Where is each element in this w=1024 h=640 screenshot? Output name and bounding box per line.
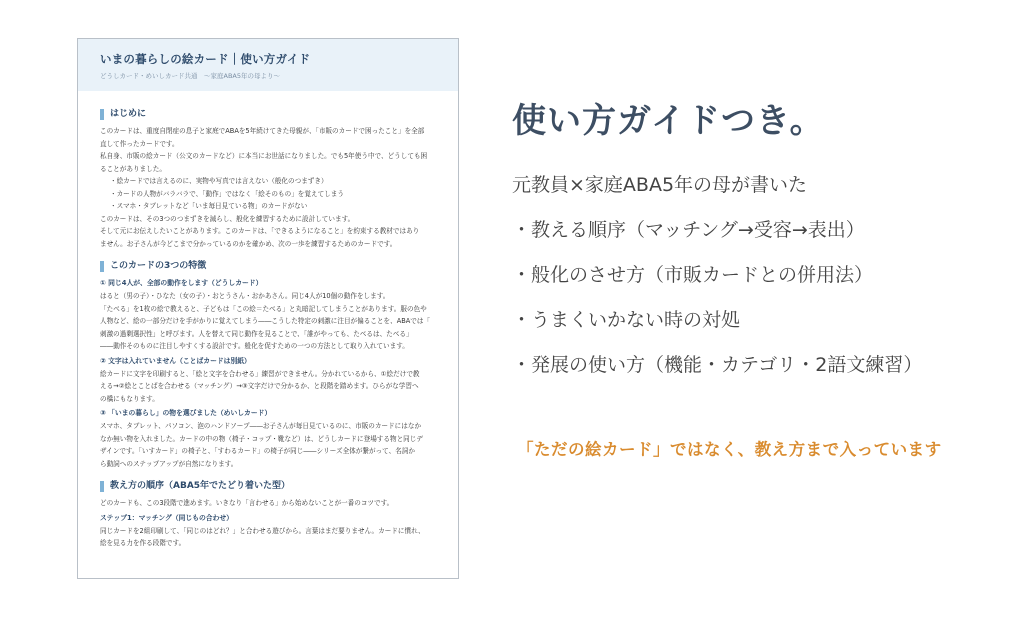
bullet-line: ・カードの人物がバラバラで、「動作」ではなく「絵そのもの」を覚えてしまう	[110, 189, 344, 198]
section-heading: はじめに	[100, 109, 444, 120]
paragraph-line: なか無い物を入れました。カードの中の物（椅子・コップ・靴など）は、どうしカードに登場する物と同じデ	[100, 434, 423, 443]
guide-document-preview	[77, 38, 459, 579]
document-section	[100, 109, 444, 250]
paragraph-line: 私自身、市販の絵カード（公文のカードなど）に本当にお世話になりました。でも5年使う中で、どうしても困	[100, 152, 428, 160]
section-heading: 教え方の順序（ABA5年でたどり着いた型）	[100, 481, 444, 492]
paragraph-line: そして元にお伝えしたいことがあります。このカードは、「できるようになること」を約束する教材ではあり	[100, 227, 420, 235]
feature-item: ・般化のさせ方（市販カードとの併用法）	[512, 264, 874, 286]
feature-item: ・教える順序（マッチング→受容→表出）	[512, 219, 865, 241]
paragraph-line: 「たべる」を1枚の絵で教えると、子どもは「この絵＝たべる」と丸暗記してしまうことがあります。服の色や	[100, 304, 427, 313]
headline: 使い方ガイドつき。	[512, 101, 825, 141]
paragraph-line: 人物など、絵の一部分だけを手がかりに覚えてしまう――こうした特定の刺激に注目が偏ることを、ABAでは「	[100, 317, 431, 325]
document-subtitle: どうしカード・めいしカード共通 〜家庭ABA5年の母より〜	[100, 72, 280, 80]
paragraph-line: ら動詞へのステップアップが自然になります。	[100, 459, 238, 468]
feature-item: 元教員×家庭ABA5年の母が書いた	[512, 174, 808, 196]
document-section	[100, 481, 444, 550]
paragraph-line: の橋にもなります。	[100, 394, 159, 403]
paragraph-line: どのカードも、この3段階で進めます。いきなり「言わせる」から始めないことが一番のコツです。	[100, 499, 394, 507]
document-section	[100, 261, 444, 470]
paragraph-line: スマホ、タブレット、パソコン、泡のハンドソープ――お子さんが毎日見ているのに、市販のカードにはなか	[100, 422, 422, 430]
highlight-note: 「ただの絵カード」ではなく、教え方まで入っています	[517, 440, 942, 459]
paragraph-line: このカードは、その3つのつまずきを減らし、般化を練習するために設計しています。	[100, 214, 355, 223]
feature-item: ・うまくいかない時の対処	[512, 309, 741, 331]
section-heading: このカードの3つの特徴	[100, 261, 444, 272]
paragraph-line: はると（男の子）・ひなた（女の子）・おとうさん・おかあさん。同じ4人が10個の動作をします。	[100, 292, 390, 300]
paragraph-line: このカードは、重度自閉症の息子と家庭でABAを5年続けてきた母親が、「市販のカードで困ったこと」を全部	[100, 127, 425, 135]
paragraph-line: ザインです。「いすカード」の椅子と、「すわるカード」の椅子が同じ――シリーズ全体が繋がって、名詞か	[100, 447, 415, 455]
subsection-heading: ③ 「いまの暮らし」の物を選びました（めいしカード）	[100, 409, 272, 417]
paragraph-line: ることがありました。	[100, 164, 166, 173]
subsection-heading: ① 同じ4人が、全部の動作をします（どうしカード）	[100, 279, 263, 287]
feature-item: ・発展の使い方（機能・カテゴリ・2語文練習）	[512, 354, 923, 376]
document-body	[78, 91, 458, 550]
paragraph-line: える→②絵とことばを合わせる（マッチング）→③文字だけで分かるか、と段階を踏めます。ひらがな学習へ	[100, 382, 419, 390]
bullet-line: ・絵カードでは言えるのに、実物や写真では言えない（般化のつまずき）	[110, 177, 328, 185]
paragraph-line: 絵を見る力を作る段階です。	[100, 539, 186, 547]
feature-list	[512, 165, 922, 390]
paragraph-line: ――動作そのものに注目しやすくする設計です。般化を促すための一つの方法として取り入れています。	[100, 342, 409, 350]
paragraph-line: 刺激の過剰選択性」と呼びます。人を替えて同じ動作を見ることで、「誰がやっても、たべるは、たべる」	[100, 329, 413, 338]
subsection-heading: ② 文字は入れていません（ことばカードは別紙）	[100, 356, 251, 365]
paragraph-line: 絵カードに文字を印刷すると、「絵と文字を合わせる」練習ができません。分かれているから、①絵だけで教	[100, 369, 420, 378]
paragraph-line: 同じカードを2組印刷して、「同じのはどれ？」と合わせる遊びから。言葉はまだ要りません。カードに慣れ、	[100, 526, 425, 535]
paragraph-line: ません。お子さんが今どこまで分かっているのかを確かめ、次の一歩を練習するためのカードです。	[100, 239, 397, 248]
document-title: いまの暮らしの絵カード｜使い方ガイド	[100, 52, 311, 66]
subsection-heading: ステップ1：マッチング（同じもの合わせ）	[100, 513, 233, 522]
paragraph-line: 直して作ったカードです。	[100, 139, 179, 148]
bullet-line: ・スマホ・タブレットなど「いま毎日見ている物」のカードがない	[110, 202, 308, 210]
document-header	[78, 39, 458, 91]
